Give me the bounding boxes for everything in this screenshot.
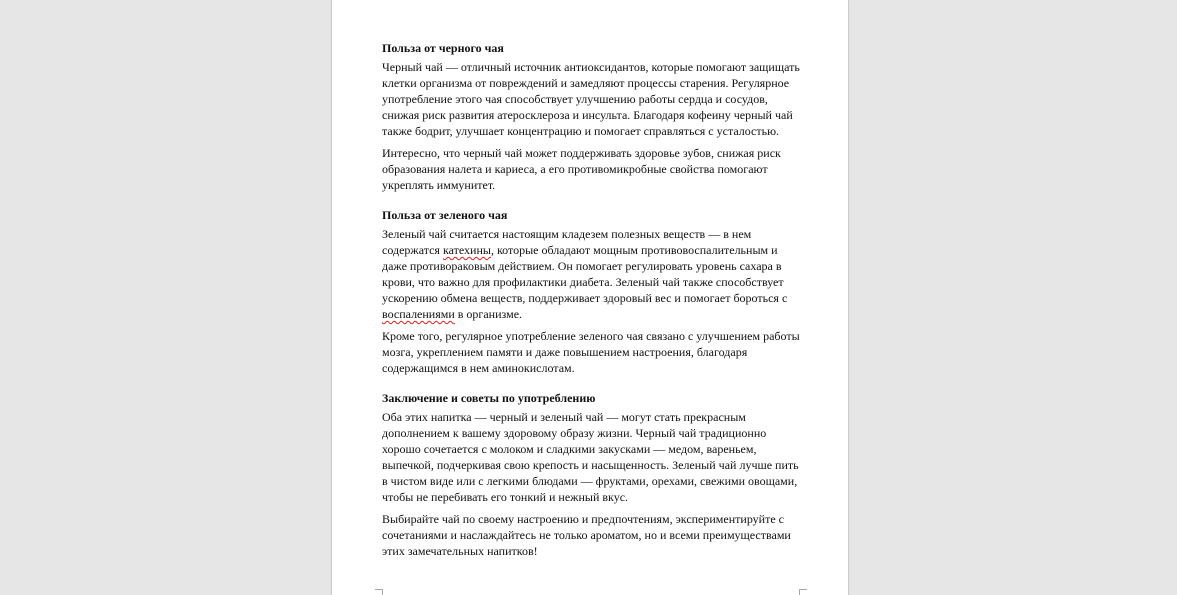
section-black-tea — [382, 40, 802, 193]
section-green-tea — [382, 207, 802, 376]
paragraph: Оба этих напитка — черный и зеленый чай — могут стать прекрасным дополнением к вашему здоровому образу жизни. Черный чай традиционно хорошо сочетается с молоком и сладкими закусками — медом, вареньем, выпечкой, подчеркивая свою крепость и насыщенность. Зеленый чай лучше пить в чистом виде или с легкими блюдами — фруктами, орехами, свежими овощами, чтобы не перебивать его тонкий и нежный вкус. — [382, 410, 799, 504]
section-heading: Заключение и советы по употреблению — [382, 391, 596, 405]
section-heading: Польза от черного чая — [382, 41, 504, 55]
paragraph-text: Зеленый чай считается настоящим кладезем полезных веществ — в нем содержатся — [382, 227, 752, 257]
document-page[interactable] — [332, 0, 848, 595]
misspelled-word[interactable]: воспалениями — [382, 307, 455, 321]
margin-corner-mark — [375, 589, 383, 595]
section-heading: Польза от зеленого чая — [382, 208, 508, 222]
page-text-area[interactable] — [382, 40, 802, 565]
section-conclusion — [382, 390, 802, 559]
margin-corner-mark — [799, 589, 807, 595]
paragraph-text: в организме. — [454, 307, 523, 321]
misspelled-word[interactable]: катехины — [442, 243, 491, 257]
paragraph: Интересно, что черный чай может поддерживать здоровье зубов, снижая риск образования налета и кариеса, а его противомикробные свойства помогают укреплять иммунитет. — [382, 146, 781, 192]
paragraph: Выбирайте чай по своему настроению и предпочтениям, экспериментируйте с сочетаниями и наслаждайтесь не только ароматом, но и всеми преимуществами этих замечательных напитков! — [382, 512, 791, 558]
paragraph — [382, 226, 802, 322]
paragraph: Кроме того, регулярное употребление зеленого чая связано с улучшением работы мозга, укреплением памяти и даже повышением настроения, благодаря содержащимся в нем аминокислотам. — [382, 329, 800, 375]
paragraph-text: , которые обладают мощным противовоспалительным и даже противораковым действием. Он помогает регулировать уровень сахара в крови, что важно для профилактики диабета. Зеленый чай также способствует ускорению обмена веществ, поддерживает здоровый вес и помогает бороться с — [382, 243, 788, 305]
paragraph: Черный чай — отличный источник антиоксидантов, которые помогают защищать клетки организма от повреждений и замедляют процессы старения. Регулярное употребление этого чая способствует улучшению работы сердца и сосудов, снижая риск развития атеросклероза и инсульта. Благодаря кофеину черный чай также бодрит, улучшает концентрацию и помогает справляться с усталостью. — [382, 60, 800, 138]
